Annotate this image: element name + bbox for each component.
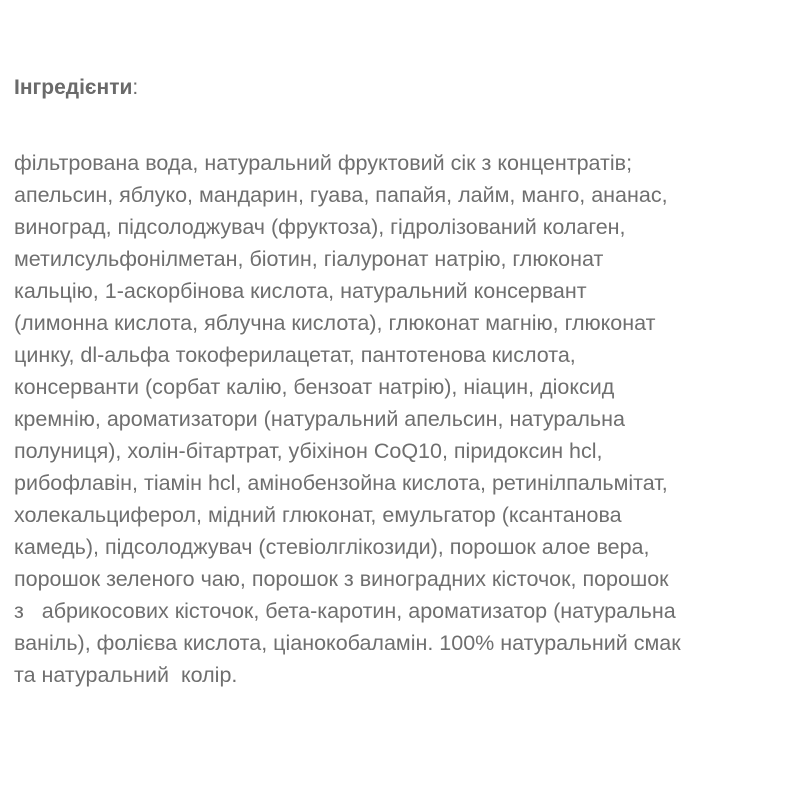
ingredients-line: консерванти (сорбат калію, бензоат натрію), ніацин, діоксид [14, 375, 615, 399]
ingredients-line: полуниця), холін-бітартрат, убіхінон CoQ10, піридоксин hcl, [14, 439, 603, 463]
ingredients-line: (лимонна кислота, яблучна кислота), глюконат магнію, глюконат [14, 311, 656, 335]
ingredients-heading [14, 74, 138, 102]
ingredients-line: виноград, підсолоджувач (фруктоза), гідролізований колаген, [14, 215, 626, 239]
ingredients-title: Інгредієнти [14, 76, 133, 99]
ingredients-line: апельсин, яблуко, мандарин, гуава, папайя, лайм, манго, ананас, [14, 183, 668, 207]
ingredients-line: порошок зеленого чаю, порошок з виноградних кісточок, порошок [14, 567, 669, 591]
ingredients-line: з абрикосових кісточок, бета-каротин, ароматизатор (натуральна [14, 599, 676, 623]
ingredients-line: та натуральний колір. [14, 663, 238, 687]
heading-colon: : [132, 76, 139, 99]
ingredients-line: холекальциферол, мідний глюконат, емульгатор (ксантанова [14, 503, 622, 527]
ingredients-line: рибофлавін, тіамін hcl, амінобензойна кислота, ретинілпальмітат, [14, 471, 668, 495]
ingredients-line: цинку, dl-альфа токоферилацетат, пантотенова кислота, [14, 343, 576, 367]
ingredients-line: фільтрована вода, натуральний фруктовий сік з концентратів; [14, 151, 633, 175]
ingredients-line: кремнію, ароматизатори (натуральний апельсин, натуральна [14, 407, 625, 431]
ingredients-line: кальцію, 1-аскорбінова кислота, натуральний консервант [14, 279, 587, 303]
ingredients-line: камедь), підсолоджувач (стевіолглікозиди), порошок алое вера, [14, 535, 650, 559]
ingredients-line: ваніль), фолієва кислота, ціанокобаламін. 100% натуральний смак [14, 631, 681, 655]
ingredients-line: метилсульфонілметан, біотин, гіалуронат натрію, глюконат [14, 247, 604, 271]
ingredients-text [14, 147, 794, 691]
